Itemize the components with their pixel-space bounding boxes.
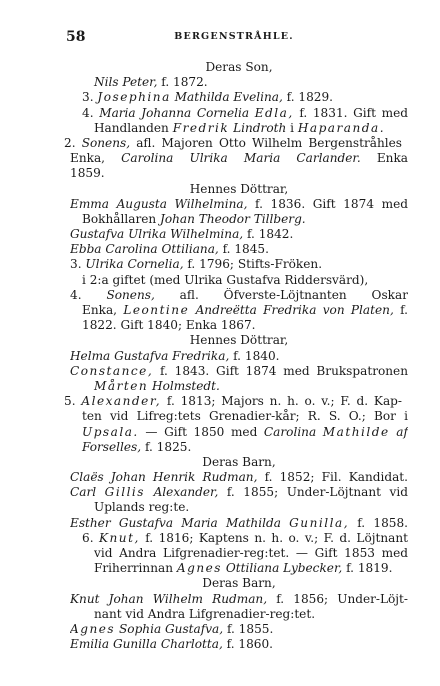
italic-name: Carl [70,485,97,500]
text-line [70,75,408,90]
text-run: 1859. [70,166,105,181]
text-run: Friherrinnan [94,561,177,576]
italic-name: Emilia Gunilla Charlotta, [70,637,223,652]
text-run: f. 1872. [157,75,208,90]
text-run: Enka, [70,151,122,166]
italic-name: Knut Johan Wilhelm Rudman, [70,591,268,606]
text-line [70,379,408,394]
italic-name: Maria Johanna Cornelia [99,105,250,120]
text-run: f. 1842. [243,227,294,242]
text-run: 2. [64,135,82,150]
text-run: f. 1840. [229,348,280,363]
text-run: afl. Öfverste-Löjtnanten Oskar [179,287,408,302]
text-line [70,257,408,272]
text-run: Handlanden [94,120,173,135]
italic-name: Andreëtta Fredrika von Platen, [195,303,394,317]
spaced-name: Fredrik [172,120,230,135]
italic-name: Ulrika Cornelia, [85,257,184,272]
text-line [70,60,408,75]
text-line [64,394,402,409]
text-line [70,440,408,455]
text-run: f. 1836. Gift 1874 med [247,196,408,211]
text-run: Uplands reg:te. [94,500,190,515]
text-run: f. 1796; Stifts-Fröken. [183,257,323,272]
spaced-name: Gillis [104,485,146,500]
spaced-name: Knut, [98,530,140,545]
text-run: f. 1825. [141,439,192,454]
text-run: Deras Barn, [202,454,276,469]
text-line [70,485,408,500]
spaced-name: Alexander, [81,394,162,409]
text-line [70,516,408,531]
text-line [70,333,408,348]
text-line [70,273,408,288]
text-run: ten vid Lifreg:tets Grenadier-kår; R. S. O.; Bor i [82,409,408,424]
text-run [145,485,154,499]
page-header [66,29,402,45]
italic-name: Carolina [263,424,317,439]
text-line [70,607,408,622]
spaced-name: Leontine [123,303,190,317]
running-head: BERGENSTRÅHLE. [174,31,294,42]
spaced-name: Mathilde [322,424,390,439]
text-run: f. [393,303,408,317]
text-line [70,166,408,181]
text-run: i [286,120,298,135]
text-run: 6. [82,530,99,545]
text-line [70,409,408,424]
text-line [70,303,408,318]
spaced-name: Gunilla, [289,515,350,530]
text-run: 3. [70,257,86,272]
italic-name: Helma Gustafva Fredrika, [70,348,230,363]
text-run: 4. [82,105,100,120]
text-run: f. 1856; Under-Löjt- [267,591,408,606]
text-run: f. 1860. [222,637,274,652]
italic-name: Alexander, [153,485,219,500]
spaced-name: Agnes [70,621,116,636]
spaced-name: Upsala. [82,424,139,439]
italic-name: Johan Theodor Tillberg. [160,211,306,226]
spaced-name: Haparanda. [297,120,386,135]
text-line [70,500,408,515]
text-line [70,227,408,242]
text-run: f. 1843. Gift 1874 med Brukspatronen [153,363,408,378]
text-run [281,516,289,530]
text-run: — Gift 1850 med [138,424,264,439]
italic-name: Mathilda Evelina, [174,90,283,105]
spaced-name: Mårten [94,378,149,393]
text-line [70,425,408,440]
text-run: nant vid Andra Lifgrenadier-reg:tet. [94,606,316,621]
text-run: Enka [360,151,408,166]
text-line [70,288,408,303]
text-run: Bokhållaren [82,211,161,226]
page-number: 58 [66,29,86,45]
text-run: 3. [82,90,98,105]
text-line [70,561,408,576]
italic-name: Nils Peter, [94,75,158,90]
italic-name: Carolina Ulrika Maria Carlander. [121,151,361,166]
text-line [70,349,408,364]
spaced-name: Josephina [97,90,171,105]
text-line [70,470,408,485]
text-run: f. 1819. [342,561,393,576]
italic-name: Lindroth [233,120,287,135]
text-run: f. 1813; Majors n. h. o. v.; F. d. Kap- [161,394,402,409]
text-line [70,318,408,333]
text-run [316,425,323,439]
italic-name: Sonens, [81,135,131,150]
text-run: f. 1816; Kaptens n. h. o. v.; F. d. Löjtnant [139,530,408,545]
spaced-name: Constance, [70,363,154,378]
italic-name: Sophia Gustafva, [119,621,224,636]
text-run [96,485,105,499]
text-line [70,576,408,591]
text-run: f. 1845. [218,242,269,257]
text-run: Enka, [82,303,124,317]
spaced-name: Agnes [176,561,222,576]
text-run: Hennes Döttrar, [189,181,289,196]
text-run: afl. Majoren Otto Wilhelm Bergenstråhles [130,135,402,150]
italic-name: Ottiliana Lybecker, [225,561,343,576]
text-line [70,90,408,105]
italic-name: Emma Augusta Wilhelmina, [70,196,248,211]
text-line [70,546,408,561]
text-line [70,592,408,607]
spaced-name: Edla, [254,105,294,120]
italic-name: Claës Johan Henrik Rudman, [70,470,258,485]
italic-name: Ebba Carolina Ottiliana, [70,242,219,257]
text-run: 1822. Gift 1840; Enka 1867. [82,318,256,333]
text-run: f. 1831. Gift med [293,105,408,120]
text-line [64,136,402,151]
text-run: Deras Son, [205,60,273,74]
text-line [70,151,408,166]
italic-name: Esther Gustafva Maria Mathilda [70,515,281,530]
text-run: 5. [64,394,82,409]
text-line [70,622,408,637]
text-line [70,531,408,546]
text-line [70,106,408,121]
italic-name: Forselles, [82,439,142,454]
text-run: f. 1855; Under-Löjtnant vid [218,485,408,500]
text-line [70,121,408,136]
text-run: f. 1852; Fil. Kandidat. [257,470,408,485]
italic-name: Holmstedt. [152,378,220,393]
text-line [70,242,408,257]
italic-name: Gustafva Ulrika Wilhelmina, [70,227,244,242]
text-line [70,364,408,379]
text-run: i 2:a giftet (med Ulrika Gustafva Riddersvärd), [82,272,369,287]
genealogy-text [64,60,408,652]
text-line [70,197,408,212]
text-run: f. 1858. [349,515,408,530]
text-run: Hennes Döttrar, [189,333,289,348]
text-run: 4. [70,287,107,302]
text-run: f. 1829. [282,90,334,105]
text-run: f. 1855. [223,621,274,636]
italic-name: Sonens, [106,287,155,302]
text-line [70,182,408,197]
text-line [70,212,408,227]
italic-name: af [396,424,408,439]
text-run: Deras Barn, [202,576,276,591]
text-line [70,637,408,652]
text-run: vid Andra Lifgrenadier-reg:tet. — Gift 1853 med [94,546,408,560]
text-line [70,455,408,470]
